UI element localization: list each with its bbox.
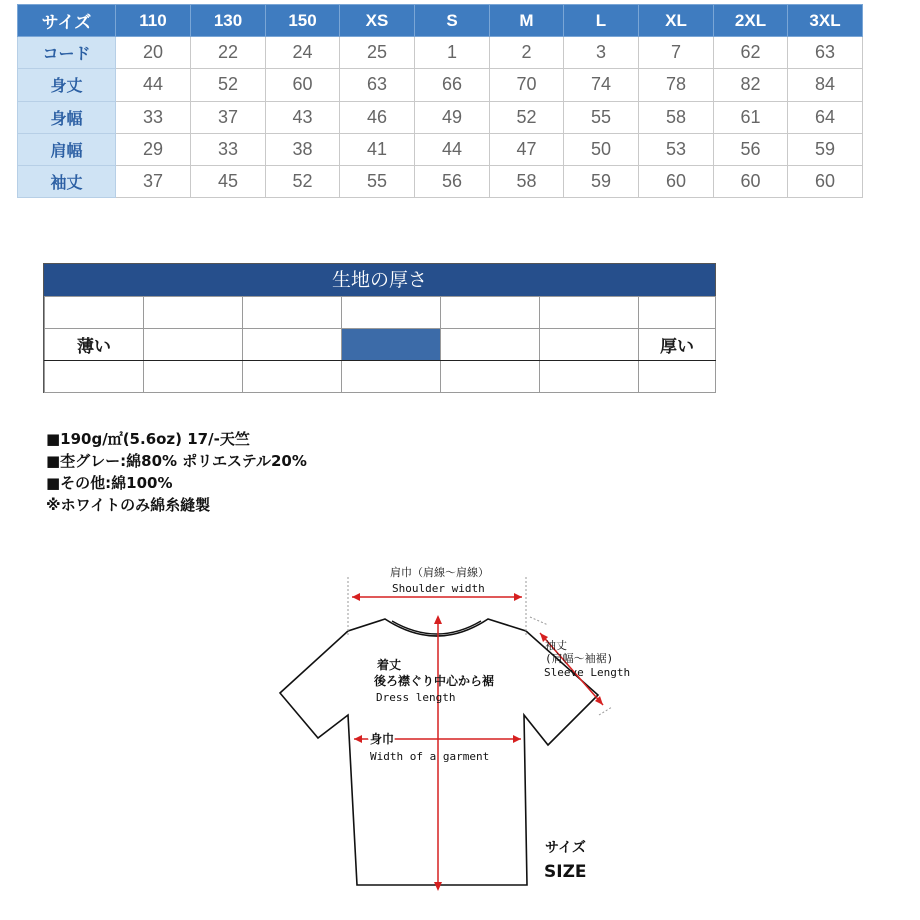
- size-cell: 58: [490, 165, 564, 197]
- size-cell: 50: [564, 133, 639, 165]
- size-cell: 59: [788, 133, 863, 165]
- size-header-cell: M: [490, 5, 564, 37]
- size-cell: 7: [639, 37, 714, 69]
- size-cell: 33: [116, 101, 191, 133]
- size-row: [18, 101, 863, 133]
- thickness-level-2: [243, 329, 342, 361]
- shoulder-label-jp: 肩巾（肩線〜肩線）: [390, 566, 489, 579]
- size-cell: 43: [266, 101, 340, 133]
- size-cell: 56: [714, 133, 788, 165]
- size-cell: 58: [639, 101, 714, 133]
- size-cell: 55: [340, 165, 415, 197]
- size-cell: 63: [340, 69, 415, 101]
- thickness-level-1: [144, 329, 243, 361]
- size-label-en: SIZE: [544, 862, 587, 882]
- size-cell: 63: [788, 37, 863, 69]
- size-cell: 29: [116, 133, 191, 165]
- size-cell: 41: [340, 133, 415, 165]
- sleeve-label-jp: 袖丈: [545, 639, 567, 652]
- size-header-cell: L: [564, 5, 639, 37]
- size-cell: 84: [788, 69, 863, 101]
- size-cell: 47: [490, 133, 564, 165]
- size-cell: 60: [714, 165, 788, 197]
- size-cell: 20: [116, 37, 191, 69]
- length-label-en: Dress length: [376, 691, 456, 704]
- thickness-grid: [44, 296, 716, 393]
- size-cell: 59: [564, 165, 639, 197]
- size-header-cell: 3XL: [788, 5, 863, 37]
- size-cell: 62: [714, 37, 788, 69]
- tshirt-measurement-diagram: [0, 555, 920, 920]
- note-other-colors: ■その他:綿100%: [46, 474, 173, 492]
- sleeve-label-en: Sleeve Length: [544, 666, 631, 679]
- size-cell: 44: [116, 69, 191, 101]
- size-cell: 1: [415, 37, 490, 69]
- size-header-cell: 110: [116, 5, 191, 37]
- size-cell: 45: [191, 165, 266, 197]
- size-header-cell: S: [415, 5, 490, 37]
- size-cell: 56: [415, 165, 490, 197]
- note-white-thread: ※ホワイトのみ綿糸縫製: [46, 496, 211, 514]
- size-cell: 70: [490, 69, 564, 101]
- size-row: [18, 37, 863, 69]
- fabric-notes: [46, 428, 307, 516]
- size-header-label: サイズ: [18, 5, 116, 37]
- size-cell: 44: [415, 133, 490, 165]
- thickness-title: 生地の厚さ: [44, 264, 715, 296]
- size-cell: 61: [714, 101, 788, 133]
- size-header-cell: XL: [639, 5, 714, 37]
- size-row-label: 肩幅: [18, 133, 116, 165]
- size-row-label: 袖丈: [18, 165, 116, 197]
- length-label-jp: 着丈: [377, 658, 402, 672]
- size-cell: 3: [564, 37, 639, 69]
- width-label-jp: 身巾: [370, 732, 395, 746]
- size-cell: 53: [639, 133, 714, 165]
- size-cell: 60: [639, 165, 714, 197]
- size-cell: 52: [191, 69, 266, 101]
- size-header-row: [18, 5, 863, 37]
- size-row: [18, 133, 863, 165]
- size-header-cell: 2XL: [714, 5, 788, 37]
- thin-label: 薄い: [45, 329, 144, 361]
- size-cell: 25: [340, 37, 415, 69]
- size-cell: 2: [490, 37, 564, 69]
- size-header-cell: 130: [191, 5, 266, 37]
- size-label-jp: サイズ: [545, 840, 586, 856]
- size-row-label: コード: [18, 37, 116, 69]
- sleeve-label-jp2: (肩幅〜袖裾): [545, 652, 614, 665]
- size-row: [18, 69, 863, 101]
- size-row-label: 身幅: [18, 101, 116, 133]
- size-cell: 60: [266, 69, 340, 101]
- size-cell: 52: [490, 101, 564, 133]
- size-cell: 37: [191, 101, 266, 133]
- thick-label: 厚い: [639, 329, 716, 361]
- note-heather-gray: ■杢グレー:綿80% ポリエステル20%: [46, 452, 307, 470]
- thickness-level-3: [342, 329, 441, 361]
- shoulder-label-en: Shoulder width: [392, 582, 485, 595]
- size-cell: 60: [788, 165, 863, 197]
- size-cell: 46: [340, 101, 415, 133]
- length-label-jp2: 後ろ襟ぐり中心から裾: [374, 674, 495, 688]
- size-cell: 66: [415, 69, 490, 101]
- size-cell: 24: [266, 37, 340, 69]
- width-label-en: Width of a garment: [370, 750, 490, 763]
- size-cell: 22: [191, 37, 266, 69]
- size-cell: 78: [639, 69, 714, 101]
- note-weight: ■190g/㎡(5.6oz) 17/-天竺: [46, 430, 250, 448]
- thickness-level-4: [441, 329, 540, 361]
- size-cell: 37: [116, 165, 191, 197]
- size-cell: 38: [266, 133, 340, 165]
- size-cell: 52: [266, 165, 340, 197]
- size-row-label: 身丈: [18, 69, 116, 101]
- size-cell: 55: [564, 101, 639, 133]
- size-header-cell: XS: [340, 5, 415, 37]
- size-cell: 74: [564, 69, 639, 101]
- size-cell: 64: [788, 101, 863, 133]
- size-header-cell: 150: [266, 5, 340, 37]
- size-table: [17, 4, 863, 198]
- fabric-thickness-gauge: [43, 263, 716, 393]
- size-row: [18, 165, 863, 197]
- size-cell: 49: [415, 101, 490, 133]
- size-cell: 33: [191, 133, 266, 165]
- size-cell: 82: [714, 69, 788, 101]
- thickness-level-5: [540, 329, 639, 361]
